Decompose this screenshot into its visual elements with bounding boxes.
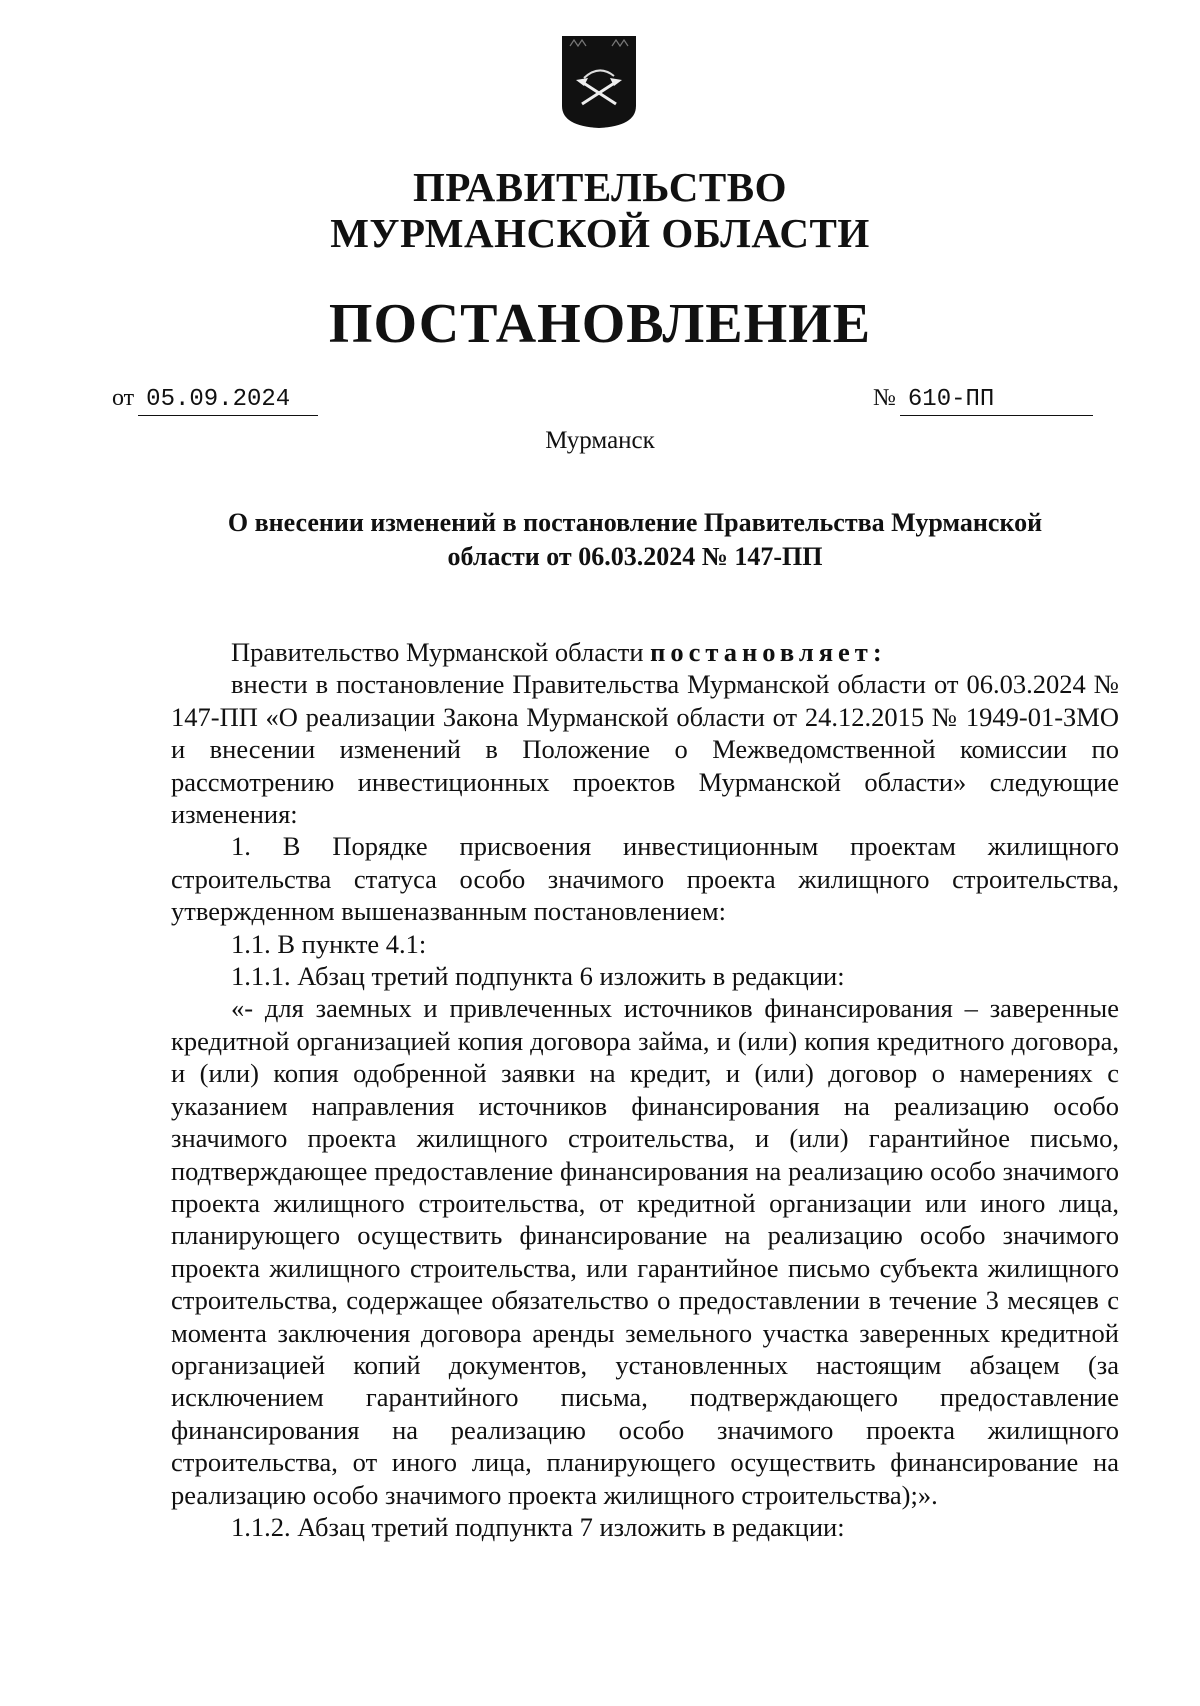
government-title-line-1: ПРАВИТЕЛЬСТВО xyxy=(412,164,788,210)
number-value: 610-ПП xyxy=(900,385,1093,416)
number-prefix: № xyxy=(873,385,896,411)
subject-line-2: области от 06.03.2024 № 147-ПП xyxy=(447,542,823,571)
body-intro xyxy=(171,636,1119,668)
body-paragraph: внести в постановление Правительства Мурманской области от 06.03.2024 № 147-ПП «О реализации Закона Мурманской области от 24.12.2015 № 1949-01-ЗМО и внесении изменений в Положение о Межведомственной комиссии по рассмотрению инвестиционных проектов Мурманской области» следующие изменения: xyxy=(171,669,1119,830)
document-body xyxy=(171,636,1119,1543)
city-name: Мурманск xyxy=(545,427,655,454)
body-paragraph: 1.1. В пункте 4.1: xyxy=(231,928,427,959)
body-paragraph: 1. В Порядке присвоения инвестиционным проектам жилищного строительства статуса особо значимого проекта жилищного строительства, утвержденном вышеназванным постановлением: xyxy=(171,831,1119,927)
intro-text: Правительство Мурманской области xyxy=(231,637,651,667)
subject-line-1: О внесении изменений в постановление Правительства Мурманской xyxy=(227,508,1043,537)
document-date xyxy=(112,383,318,416)
body-paragraph: «- для заемных и привлеченных источников финансирования – заверенные кредитной организацией копия договора займа, и (или) копия кредитного договора, и (или) копия одобренной заявки на кредит, и (или) договор о намерениях с указанием направления источников финансирования на реализацию особо значимого проекта жилищного строительства, и (или) гарантийное письмо, подтверждающее предоставление финансирования на реализацию особо значимого проекта жилищного строительства, от кредитной организации или иного лица, планирующего осуществить финансирование на реализацию особо значимого проекта жилищного строительства, или гарантийное письмо субъекта жилищного строительства, содержащее обязательство о предоставлении в течение 3 месяцев с момента заключения договора аренды земельного участка заверенных кредитной организацией копий документов, установленных настоящим абзацем (за исключением гарантийного письма, подтверждающего предоставление финансирования на реализацию особо значимого проекта жилищного строительства, от иного лица, планирующего осуществить финансирование на реализацию особо значимого проекта жилищного строительства);». xyxy=(171,993,1119,1510)
date-prefix: от xyxy=(112,385,135,411)
intro-emphasis: постановляет: xyxy=(650,637,887,667)
document-number xyxy=(873,383,1093,416)
document-type-title: ПОСТАНОВЛЕНИЕ xyxy=(328,293,872,355)
government-title-line-2: МУРМАНСКОЙ ОБЛАСТИ xyxy=(330,210,870,256)
murmansk-coat-of-arms-icon xyxy=(560,34,638,130)
body-paragraph: 1.1.1. Абзац третий подпункта 6 изложить в редакции: xyxy=(231,961,845,992)
date-value: 05.09.2024 xyxy=(138,385,318,416)
document-subject xyxy=(180,506,1090,574)
body-paragraph: 1.1.2. Абзац третий подпункта 7 изложить в редакции: xyxy=(231,1511,845,1542)
